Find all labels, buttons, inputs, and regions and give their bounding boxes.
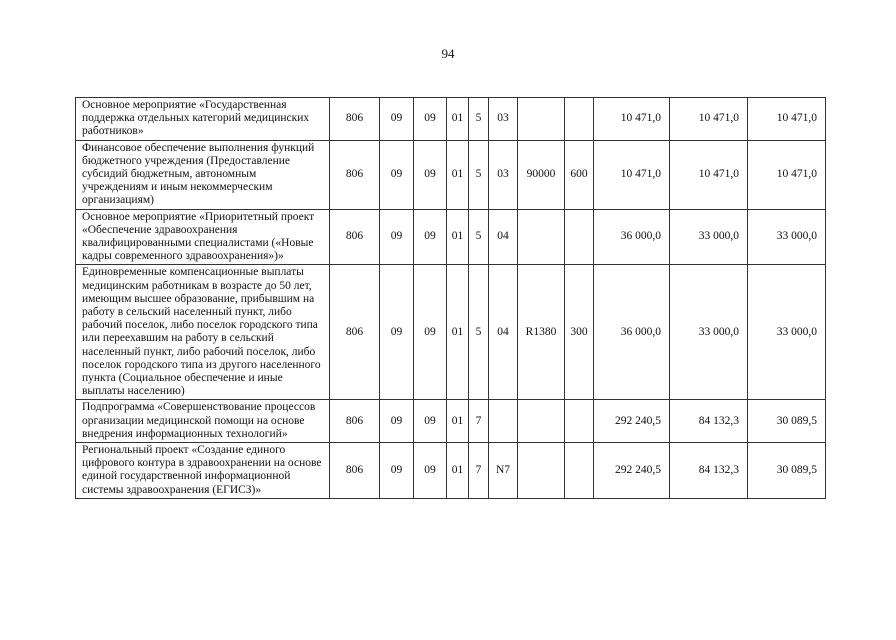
row-amount-year-1: 10 471,0 bbox=[594, 98, 670, 141]
table-row bbox=[76, 443, 826, 499]
row-subsection-code: 09 bbox=[414, 443, 447, 499]
row-program-code: 01 bbox=[447, 265, 469, 400]
row-program-code: 01 bbox=[447, 98, 469, 141]
row-subprogram-code: 5 bbox=[469, 98, 489, 141]
row-amount-year-3: 10 471,0 bbox=[748, 140, 826, 209]
row-amount-year-3: 30 089,5 bbox=[748, 400, 826, 443]
row-program-code: 01 bbox=[447, 400, 469, 443]
row-ministry-code: 806 bbox=[330, 400, 380, 443]
row-section-code: 09 bbox=[380, 265, 414, 400]
row-subprogram-code: 7 bbox=[469, 400, 489, 443]
row-subsection-code: 09 bbox=[414, 400, 447, 443]
row-subprogram-code: 5 bbox=[469, 140, 489, 209]
row-expense-type-code bbox=[565, 443, 594, 499]
row-amount-year-3: 30 089,5 bbox=[748, 443, 826, 499]
page-number: 94 bbox=[441, 46, 455, 61]
row-description: Единовременные компенсационные выплаты медицинским работникам в возрасте до 50 лет, имеющим высшее образование, прибывшим на работу в сельский населенный пункт, либо рабочий поселок, либо поселок городского типа или переехавшим на работу в сельский населенный пункт, либо рабочий поселок, либо поселок городского типа из другого населенного пункта (Социальное обеспечение и иные выплаты населению) bbox=[76, 265, 330, 400]
row-amount-year-2: 84 132,3 bbox=[670, 400, 748, 443]
table-row bbox=[76, 400, 826, 443]
row-subsection-code: 09 bbox=[414, 265, 447, 400]
row-direction-code bbox=[518, 400, 565, 443]
row-program-code: 01 bbox=[447, 443, 469, 499]
row-amount-year-3: 33 000,0 bbox=[748, 265, 826, 400]
row-amount-year-2: 10 471,0 bbox=[670, 140, 748, 209]
row-description: Основное мероприятие «Приоритетный проект «Обеспечение здравоохранения квалифицированными специалистами («Новые кадры современного здравоохранения»)» bbox=[76, 209, 330, 265]
row-section-code: 09 bbox=[380, 443, 414, 499]
row-event-code: N7 bbox=[489, 443, 518, 499]
row-subsection-code: 09 bbox=[414, 209, 447, 265]
row-amount-year-2: 10 471,0 bbox=[670, 98, 748, 141]
row-subprogram-code: 5 bbox=[469, 209, 489, 265]
row-amount-year-1: 36 000,0 bbox=[594, 209, 670, 265]
table-row bbox=[76, 140, 826, 209]
row-subprogram-code: 7 bbox=[469, 443, 489, 499]
row-amount-year-1: 292 240,5 bbox=[594, 400, 670, 443]
row-amount-year-3: 33 000,0 bbox=[748, 209, 826, 265]
row-description: Региональный проект «Создание единого цифрового контура в здравоохранении на основе единой государственной информационной системы здравоохранения (ЕГИСЗ)» bbox=[76, 443, 330, 499]
row-event-code: 04 bbox=[489, 209, 518, 265]
row-subprogram-code: 5 bbox=[469, 265, 489, 400]
row-description: Основное мероприятие «Государственная поддержка отдельных категорий медицинских работников» bbox=[76, 98, 330, 141]
table-row bbox=[76, 98, 826, 141]
row-program-code: 01 bbox=[447, 140, 469, 209]
row-direction-code: R1380 bbox=[518, 265, 565, 400]
row-description: Подпрограмма «Совершенствование процессов организации медицинской помощи на основе внедрения информационных технологий» bbox=[76, 400, 330, 443]
row-amount-year-2: 84 132,3 bbox=[670, 443, 748, 499]
row-amount-year-1: 36 000,0 bbox=[594, 265, 670, 400]
row-expense-type-code bbox=[565, 209, 594, 265]
row-section-code: 09 bbox=[380, 209, 414, 265]
row-expense-type-code bbox=[565, 400, 594, 443]
row-direction-code: 90000 bbox=[518, 140, 565, 209]
row-event-code: 03 bbox=[489, 98, 518, 141]
table-row bbox=[76, 209, 826, 265]
row-ministry-code: 806 bbox=[330, 265, 380, 400]
row-subsection-code: 09 bbox=[414, 98, 447, 141]
row-event-code: 03 bbox=[489, 140, 518, 209]
row-direction-code bbox=[518, 443, 565, 499]
row-amount-year-2: 33 000,0 bbox=[670, 265, 748, 400]
row-expense-type-code bbox=[565, 98, 594, 141]
budget-table bbox=[75, 97, 826, 499]
row-description: Финансовое обеспечение выполнения функций бюджетного учреждения (Предоставление субсидий бюджетным, автономным учреждениям и иным некоммерческим организациям) bbox=[76, 140, 330, 209]
row-amount-year-1: 292 240,5 bbox=[594, 443, 670, 499]
row-subsection-code: 09 bbox=[414, 140, 447, 209]
row-expense-type-code: 600 bbox=[565, 140, 594, 209]
row-program-code: 01 bbox=[447, 209, 469, 265]
row-direction-code bbox=[518, 98, 565, 141]
row-event-code bbox=[489, 400, 518, 443]
row-expense-type-code: 300 bbox=[565, 265, 594, 400]
row-amount-year-2: 33 000,0 bbox=[670, 209, 748, 265]
row-section-code: 09 bbox=[380, 98, 414, 141]
row-ministry-code: 806 bbox=[330, 98, 380, 141]
row-section-code: 09 bbox=[380, 400, 414, 443]
row-amount-year-3: 10 471,0 bbox=[748, 98, 826, 141]
row-ministry-code: 806 bbox=[330, 140, 380, 209]
budget-table-body bbox=[76, 98, 826, 499]
row-ministry-code: 806 bbox=[330, 209, 380, 265]
row-amount-year-1: 10 471,0 bbox=[594, 140, 670, 209]
row-section-code: 09 bbox=[380, 140, 414, 209]
table-row bbox=[76, 265, 826, 400]
row-direction-code bbox=[518, 209, 565, 265]
row-event-code: 04 bbox=[489, 265, 518, 400]
row-ministry-code: 806 bbox=[330, 443, 380, 499]
